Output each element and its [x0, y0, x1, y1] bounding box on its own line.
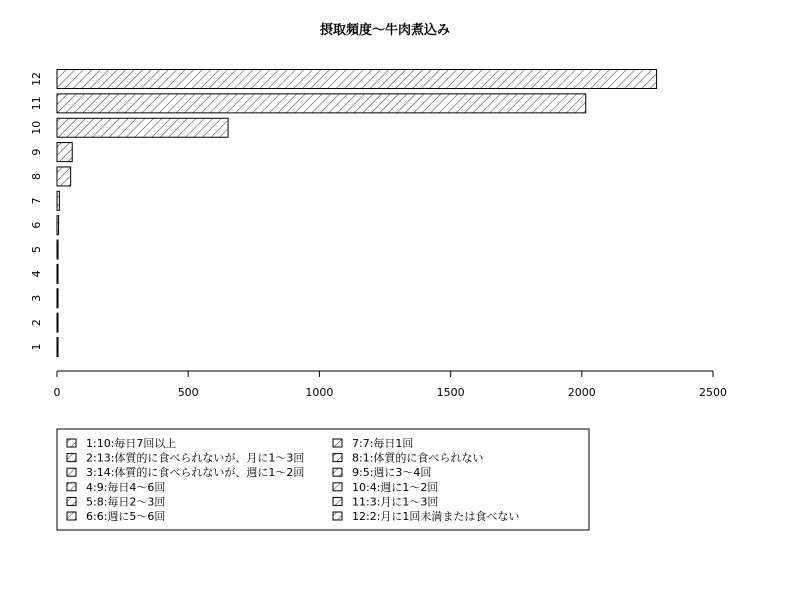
x-tick-label-1500: 1500: [436, 386, 465, 399]
legend-label-6: 6:6:週に5～6回: [86, 510, 166, 523]
legend-label-11: 11:3:月に1～3回: [352, 495, 439, 509]
legend-label-1: 1:10:毎日7回以上: [86, 437, 177, 450]
y-tick-label-12: 12: [30, 72, 43, 86]
bar-3: [57, 289, 58, 308]
legend-swatch-8: [333, 454, 342, 462]
y-tick-label-11: 11: [30, 96, 43, 111]
bar-9: [57, 143, 72, 162]
y-axis-labels: [30, 72, 43, 351]
bar-5: [57, 240, 58, 259]
y-tick-label-2: 2: [30, 319, 43, 327]
legend-swatch-3: [67, 468, 76, 476]
x-tick-label-2500: 2500: [699, 386, 727, 399]
y-tick-label-6: 6: [30, 221, 43, 229]
bar-2: [57, 313, 58, 332]
y-tick-label-8: 8: [30, 172, 43, 180]
legend-swatch-12: [333, 512, 342, 520]
bar-12: [57, 70, 657, 89]
legend-swatch-7: [333, 439, 342, 447]
legend-swatch-10: [333, 483, 342, 491]
legend-label-9: 9:5:週に3～4回: [352, 466, 432, 480]
chart-title: 摂取頻度～牛肉煮込み: [319, 23, 451, 38]
bar-7: [57, 191, 59, 210]
legend-label-2: 2:13:体質的に食べられないが、月に1～3回: [86, 451, 305, 465]
y-tick-label-3: 3: [30, 294, 43, 302]
x-tick-label-0: 0: [53, 386, 61, 399]
bar-8: [57, 167, 71, 186]
legend: [57, 429, 589, 530]
x-tick-label-500: 500: [177, 386, 199, 399]
legend-swatch-11: [333, 497, 342, 505]
bar-6: [57, 216, 59, 235]
y-tick-label-4: 4: [30, 270, 43, 278]
y-tick-label-1: 1: [30, 343, 43, 351]
legend-label-10: 10:4:週に1～2回: [352, 480, 439, 494]
y-tick-label-9: 9: [30, 148, 43, 156]
legend-swatch-4: [67, 483, 76, 491]
y-tick-label-10: 10: [30, 120, 43, 135]
bar-1: [57, 338, 58, 357]
legend-swatch-1: [67, 439, 76, 447]
legend-swatch-9: [333, 468, 342, 476]
bars: [57, 70, 657, 357]
legend-swatch-6: [67, 512, 76, 520]
bar-11: [57, 94, 586, 113]
x-axis: [54, 371, 728, 399]
legend-swatch-2: [67, 454, 76, 462]
legend-label-3: 3:14:体質的に食べられないが、週に1～2回: [86, 466, 305, 480]
legend-swatch-5: [67, 497, 76, 505]
y-tick-label-5: 5: [30, 246, 43, 254]
legend-label-12: 12:2:月に1回未満または食べない: [352, 510, 520, 523]
bar-10: [57, 118, 228, 137]
legend-label-5: 5:8:毎日2～3回: [86, 495, 166, 509]
bar-4: [57, 264, 58, 283]
legend-label-7: 7:7:毎日1回: [352, 437, 414, 450]
legend-label-8: 8:1:体質的に食べられない: [352, 451, 484, 465]
x-tick-label-1000: 1000: [305, 386, 334, 399]
legend-label-4: 4:9:毎日4～6回: [86, 480, 166, 494]
y-tick-label-7: 7: [30, 197, 43, 205]
x-tick-label-2000: 2000: [567, 386, 596, 399]
